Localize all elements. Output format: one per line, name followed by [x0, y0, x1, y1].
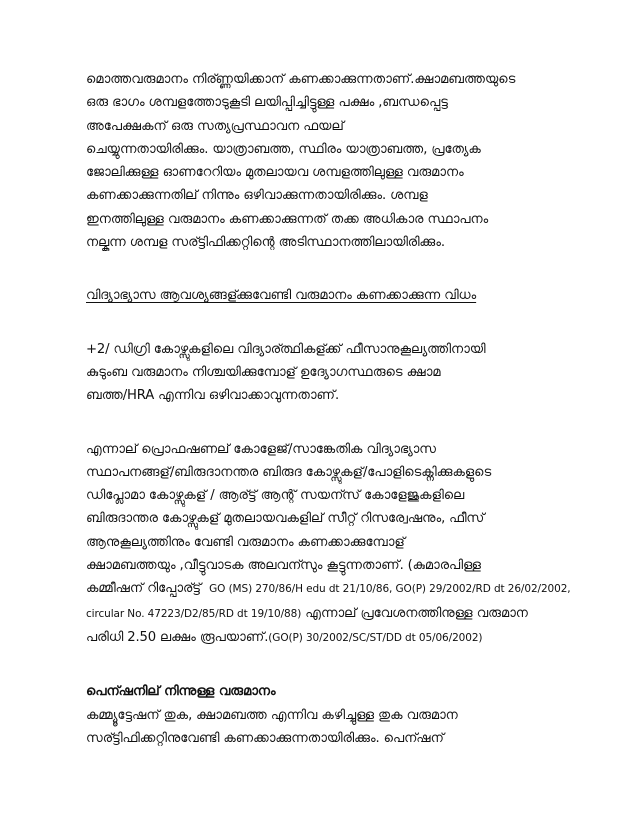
- admission-income-text: എന്നാല് പ്രവേശനത്തിനുള്ള വരുമാന: [305, 605, 528, 621]
- fee-concession-paragraph: [86, 338, 598, 408]
- pension-paragraph: [86, 704, 598, 751]
- text-line: കമ്മ്യൂട്ടേഷന് തുക, ക്ഷാമബത്ത എന്നിവ കഴിച്ചുള്ള തുക വരുമാന: [86, 707, 458, 723]
- pension-income-heading: പെന്ഷനില് നിന്നുള്ള വരുമാനം: [86, 684, 276, 700]
- text-line: ഒരു ഭാഗം ശമ്പളത്തോടുകൂടി ലയിപ്പിച്ചിട്ടുള്ള പക്ഷം ,ബന്ധപ്പെട്ട: [86, 95, 448, 111]
- text-line: സ്ഥാപനങ്ങള്/ബിരുദാനന്തര ബിരുദ കോഴ്സുകള്/പോളിടെക്നിക്കുകളുടെ: [86, 464, 492, 480]
- text-line: ബത്ത/HRA എന്നിവ ഒഴിവാക്കാവുന്നതാണ്.: [86, 388, 340, 404]
- text-line: +2/ ഡിഗ്രി കോഴ്സുകളിലെ വിദ്യാര്ത്ഥികള്ക്ക് ഫീസാനുകൂല്യത്തിനായി: [86, 341, 486, 357]
- text-line: മൊത്തവരുമാനം നിര്ണ്ണയിക്കാന് കണക്കാക്കുന്നതാണ്.ക്ഷാമബത്തയുടെ: [86, 72, 516, 87]
- salary-income-paragraph: [86, 68, 598, 254]
- text-line: നല്കുന്ന ശമ്പള സര്ട്ടിഫിക്കറ്റിന്റെ അടിസ്ഥാനത്തിലായിരിക്കും.: [86, 235, 445, 251]
- commission-report-text: കമ്മീഷന് റിപ്പോര്ട്ട്: [86, 581, 202, 597]
- text-line: ക്ഷാമബത്തയും ,വീട്ടുവാടക അലവന്സും കൂട്ടുന്നതാണ്. (കുമാരപിള്ള: [86, 558, 482, 574]
- text-line: [86, 577, 598, 601]
- education-income-section-link[interactable]: വിദ്യാഭ്യാസ ആവശ്യങ്ങള്ക്കുവേണ്ടി വരുമാനം കണക്കാക്കുന്ന വിധം: [86, 288, 477, 304]
- text-line: ഡിപ്ലോമാ കോഴ്സുകള് / ആര്ട്ട് ആന്റ് സയന്സ് കോളേജുകളിലെ: [86, 488, 465, 504]
- text-line: ഇനത്തിലുള്ള വരുമാനം കണക്കാക്കുന്നത് തക്ക അധികാര സ്ഥാപനം: [86, 211, 489, 227]
- circular-reference: circular No. 47223/D2/85/RD dt 19/10/88): [86, 607, 302, 620]
- text-line: കണക്കാക്കുന്നതില് നിന്നും ഒഴിവാക്കുന്നതായിരിക്കും. ശമ്പള: [86, 188, 428, 204]
- text-line: ജോലിക്കുള്ള ഓണറേറിയം മുതലായവ ശമ്പളത്തിലുള്ള വരുമാനം: [86, 165, 464, 181]
- text-line: ചെയ്യുന്നതായിരിക്കും. യാത്രാബത്ത, സ്ഥിരം യാത്രാബത്ത, പ്രത്യേക: [86, 141, 481, 157]
- income-limit-text: പരിധി 2.50 ലക്ഷം രൂപയാണ്.: [86, 629, 269, 645]
- text-line: ആനുകൂല്യത്തിനും വേണ്ടി വരുമാനം കണക്കാക്കുമ്പോള്: [86, 534, 405, 550]
- text-line: അപേക്ഷകന് ഒരു സത്യപ്രസ്ഥാവന ഫയല്: [86, 118, 344, 134]
- text-line: ബിരുദാന്തര കോഴ്സുകള് മുതലായവകളില് സീറ്റ് റിസര്വേഷനും, ഫീസ്: [86, 511, 485, 527]
- professional-college-paragraph: [86, 438, 598, 651]
- text-line: [86, 626, 598, 650]
- government-order-reference: GO (MS) 270/86/H edu dt 21/10/86, GO(P) 29/2002/RD dt 26/02/2002,: [209, 583, 571, 596]
- government-order-reference: (GO(P) 30/2002/SC/ST/DD dt 05/06/2002): [268, 631, 483, 644]
- text-line: എന്നാല് പ്രൊഫഷണല് കോളേജ്/സാങ്കേതിക വിദ്യാഭ്യാസ: [86, 441, 437, 457]
- text-line: കുടുംബ വരുമാനം നിശ്ചയിക്കുമ്പോള് ഉദ്യോഗസ്ഥരുടെ ക്ഷാമ: [86, 364, 441, 380]
- text-line: [86, 602, 598, 626]
- text-line: സര്ട്ടിഫിക്കറ്റിനുവേണ്ടി കണക്കാക്കുന്നതായിരിക്കും. പെന്ഷന്: [86, 730, 444, 746]
